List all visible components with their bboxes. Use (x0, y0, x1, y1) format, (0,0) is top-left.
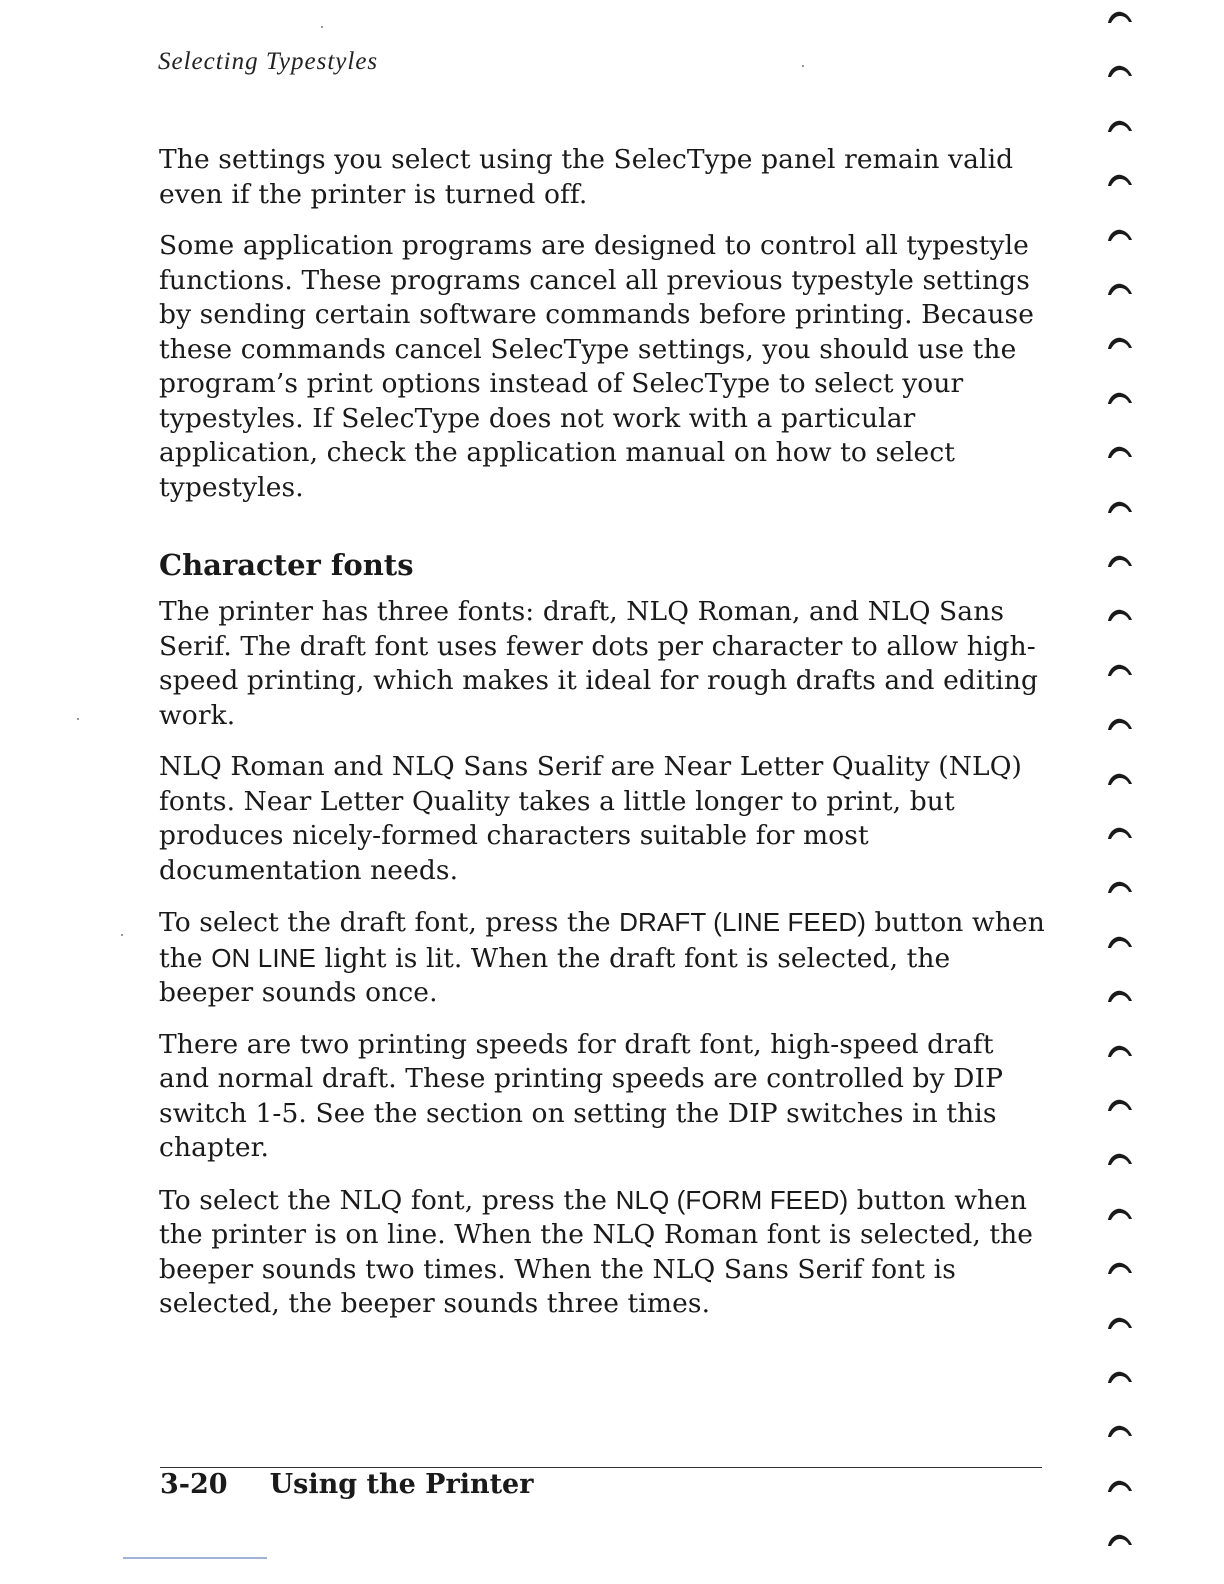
binding-ring (1106, 554, 1134, 568)
paragraph-application-programs: Some application programs are designed to control all typestyle functions. These programs cancel all previous typestyle settings by sending certain software commands before printing. Because these commands cancel SelecType settings, you should use the program’s print options instead of SelecType to select your typestyles. If SelecType does not work with a particular application, check the application manual on how to select typestyles. (159, 230, 1034, 503)
binding-ring (1106, 826, 1134, 840)
text-fragment: light is lit. When the draft font is selected, the beeper sounds once. (159, 942, 951, 1008)
binding-ring (1106, 772, 1134, 786)
binding-ring (1106, 1261, 1134, 1275)
binding-ring (1106, 1044, 1134, 1058)
spiral-binding (1098, 0, 1158, 1584)
paragraph-three-fonts: The printer has three fonts: draft, NLQ Roman, and NLQ Sans Serif. The draft font uses fewer dots per character to allow high-speed printing, which makes it ideal for rough drafts and editing work. (159, 596, 1039, 731)
binding-ring (1106, 500, 1134, 514)
binding-ring (1106, 989, 1134, 1003)
binding-ring (1106, 391, 1134, 405)
binding-ring (1106, 1370, 1134, 1384)
paragraph-draft-speeds: There are two printing speeds for draft font, high-speed draft and normal draft. These printing speeds are controlled by DIP switch 1-5. See the section on setting the DIP switches in this chapter. (159, 1028, 1004, 1163)
binding-ring (1106, 119, 1134, 133)
binding-ring (1106, 1479, 1134, 1493)
scan-speck (77, 718, 79, 720)
scan-speck (802, 65, 804, 67)
chapter-title: Using the Printer (269, 1469, 534, 1500)
paragraph-nlq-description: NLQ Roman and NLQ Sans Serif are Near Letter Quality (NLQ) fonts. Near Letter Quality takes a little longer to print, but produces nicely-formed characters suitable for most documentation needs. (159, 751, 1022, 886)
binding-ring (1106, 935, 1134, 949)
text-fragment: button when the (159, 907, 1045, 974)
section-heading-character-fonts: Character fonts (159, 548, 414, 582)
binding-ring (1106, 228, 1134, 242)
text-fragment: button when the printer is on line. When the NLQ Roman font is selected, the beeper sounds two times. When the NLQ Sans Serif font is selected, the beeper sounds three times. (159, 1184, 1034, 1319)
binding-ring (1106, 1424, 1134, 1438)
on-line-light-label: ON LINE (211, 942, 316, 973)
running-head: Selecting Typestyles (158, 48, 379, 75)
binding-ring (1106, 282, 1134, 296)
text-fragment: To select the NLQ font, press the (159, 1184, 616, 1216)
page-footer (160, 1467, 533, 1503)
binding-ring (1106, 1098, 1134, 1112)
binding-ring (1106, 173, 1134, 187)
paragraph-select-nlq (159, 1183, 1049, 1322)
binding-ring (1106, 1533, 1134, 1547)
scan-speck (321, 26, 323, 28)
binding-ring (1106, 663, 1134, 677)
binding-ring (1106, 10, 1134, 24)
page-body (159, 143, 1049, 1339)
binding-ring (1106, 1207, 1134, 1221)
binding-ring (1106, 608, 1134, 622)
page-number: 3-20 (160, 1469, 228, 1500)
scan-edge-mark (123, 1557, 267, 1559)
binding-ring (1106, 1316, 1134, 1330)
nlq-form-feed-key-label: NLQ (FORM FEED) (615, 1184, 849, 1215)
binding-ring (1106, 336, 1134, 350)
binding-ring (1106, 717, 1134, 731)
text-fragment: To select the draft font, press the (159, 907, 620, 938)
binding-ring (1106, 445, 1134, 459)
binding-ring (1106, 64, 1134, 78)
binding-ring (1106, 1152, 1134, 1166)
binding-ring (1106, 880, 1134, 894)
scan-speck (121, 934, 123, 936)
paragraph-select-draft (159, 905, 1049, 1011)
draft-line-feed-key-label: DRAFT (LINE FEED) (619, 907, 866, 937)
paragraph-settings-valid: The settings you select using the SelecType panel remain valid even if the printer is turned off. (159, 144, 1014, 210)
